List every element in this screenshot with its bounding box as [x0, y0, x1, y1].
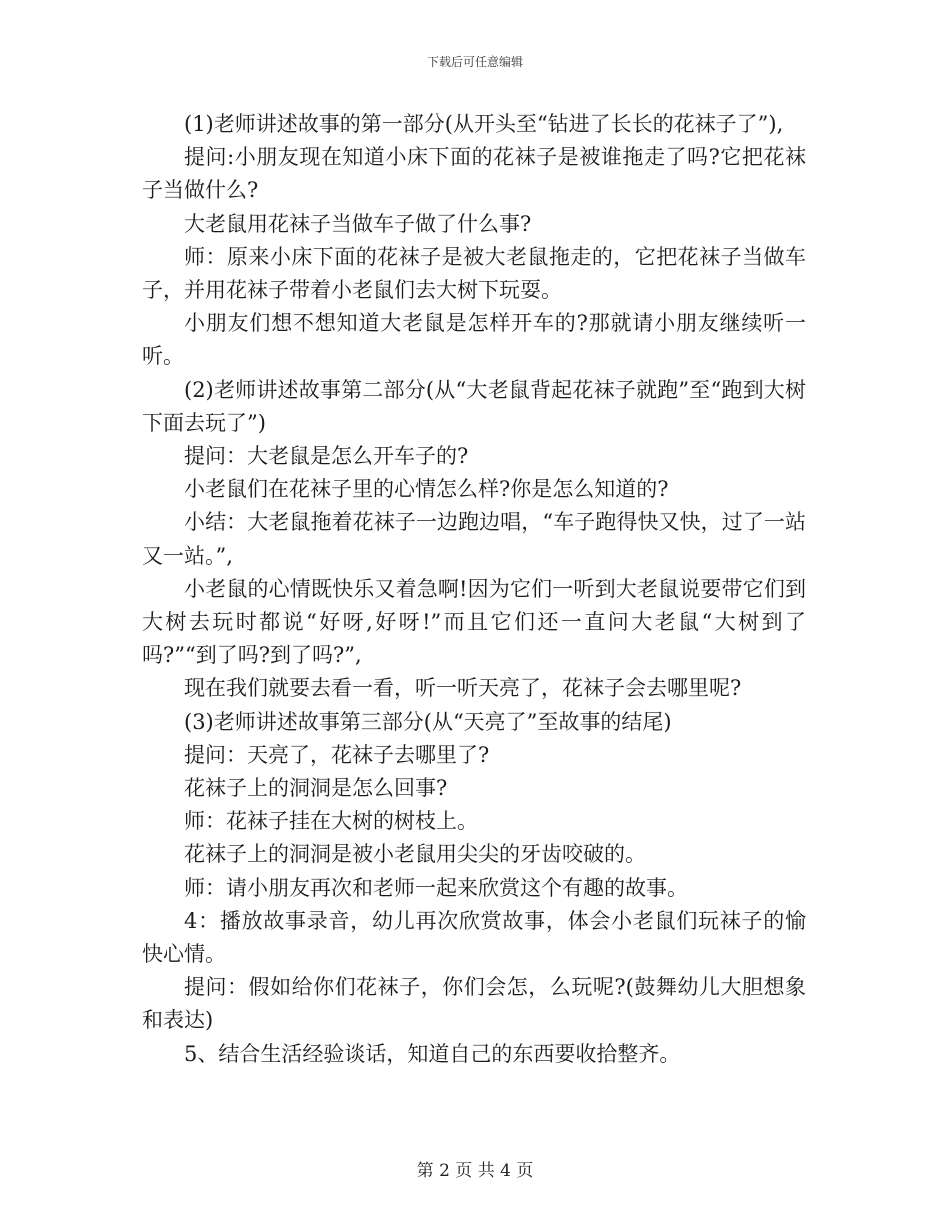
paragraph: (3)老师讲述故事第三部分(从“天亮了”至故事的结尾) [184, 709, 672, 734]
paragraph: 花袜子上的洞洞是被小老鼠用尖尖的牙齿咬破的。 [184, 842, 646, 867]
document-body [142, 108, 806, 1071]
paragraph: 小老鼠们在花袜子里的心情怎么样?你是怎么知道的? [184, 477, 669, 502]
paragraph: 师：花袜子挂在大树的树枝上。 [184, 809, 478, 834]
page-header: 下载后可任意编辑 [426, 55, 523, 69]
paragraph: (2)老师讲述故事第二部分(从“大老鼠背起花袜子就跑”至“跑到大树下面去玩了”) [142, 377, 806, 435]
paragraph: 大老鼠用花袜子当做车子做了什么事? [184, 211, 532, 236]
paragraph: (1)老师讲述故事的第一部分(从开头至“钻进了长长的花袜子了”), [184, 112, 784, 136]
paragraph: 小朋友们想不想知道大老鼠是怎样开车的?那就请小朋友继续听一听。 [142, 311, 806, 369]
paragraph: 现在我们就要去看一看，听一听天亮了，花袜子会去哪里呢? [184, 676, 742, 701]
paragraph: 师：请小朋友再次和老师一起来欣赏这个有趣的故事。 [184, 875, 688, 900]
page-footer: 第 2 页 共 4 页 [416, 1161, 534, 1181]
paragraph: 提问:小朋友现在知道小床下面的花袜子是被谁拖走了吗?它把花袜子当做什么? [142, 145, 806, 203]
paragraph: 师：原来小床下面的花袜子是被大老鼠拖走的，它把花袜子当做车子，并用花袜子带着小老鼠们去大树下玩耍。 [142, 244, 806, 303]
paragraph: 5、结合生活经验谈话，知道自己的东西要收拾整齐。 [184, 1041, 681, 1066]
paragraph: 小老鼠的心情既快乐又着急啊!因为它们一听到大老鼠说要带它们到大树去玩时都说“好呀,好呀!”而且它们还一直问大老鼠“大树到了吗?”“到了吗?到了吗?”, [142, 576, 806, 668]
paragraph: 小结：大老鼠拖着花袜子一边跑边唱，“车子跑得快又快，过了一站又一站。”, [142, 510, 806, 568]
paragraph: 提问：大老鼠是怎么开车子的? [184, 444, 469, 469]
paragraph: 提问：天亮了，花袜子去哪里了? [184, 742, 490, 767]
paragraph: 4：播放故事录音，幼儿再次欣赏故事，体会小老鼠们玩袜子的愉快心情。 [142, 908, 806, 967]
paragraph: 花袜子上的洞洞是怎么回事? [184, 776, 448, 801]
paragraph: 提问：假如给你们花袜子，你们会怎，么玩呢?(鼓舞幼儿大胆想象和表达) [142, 975, 806, 1033]
